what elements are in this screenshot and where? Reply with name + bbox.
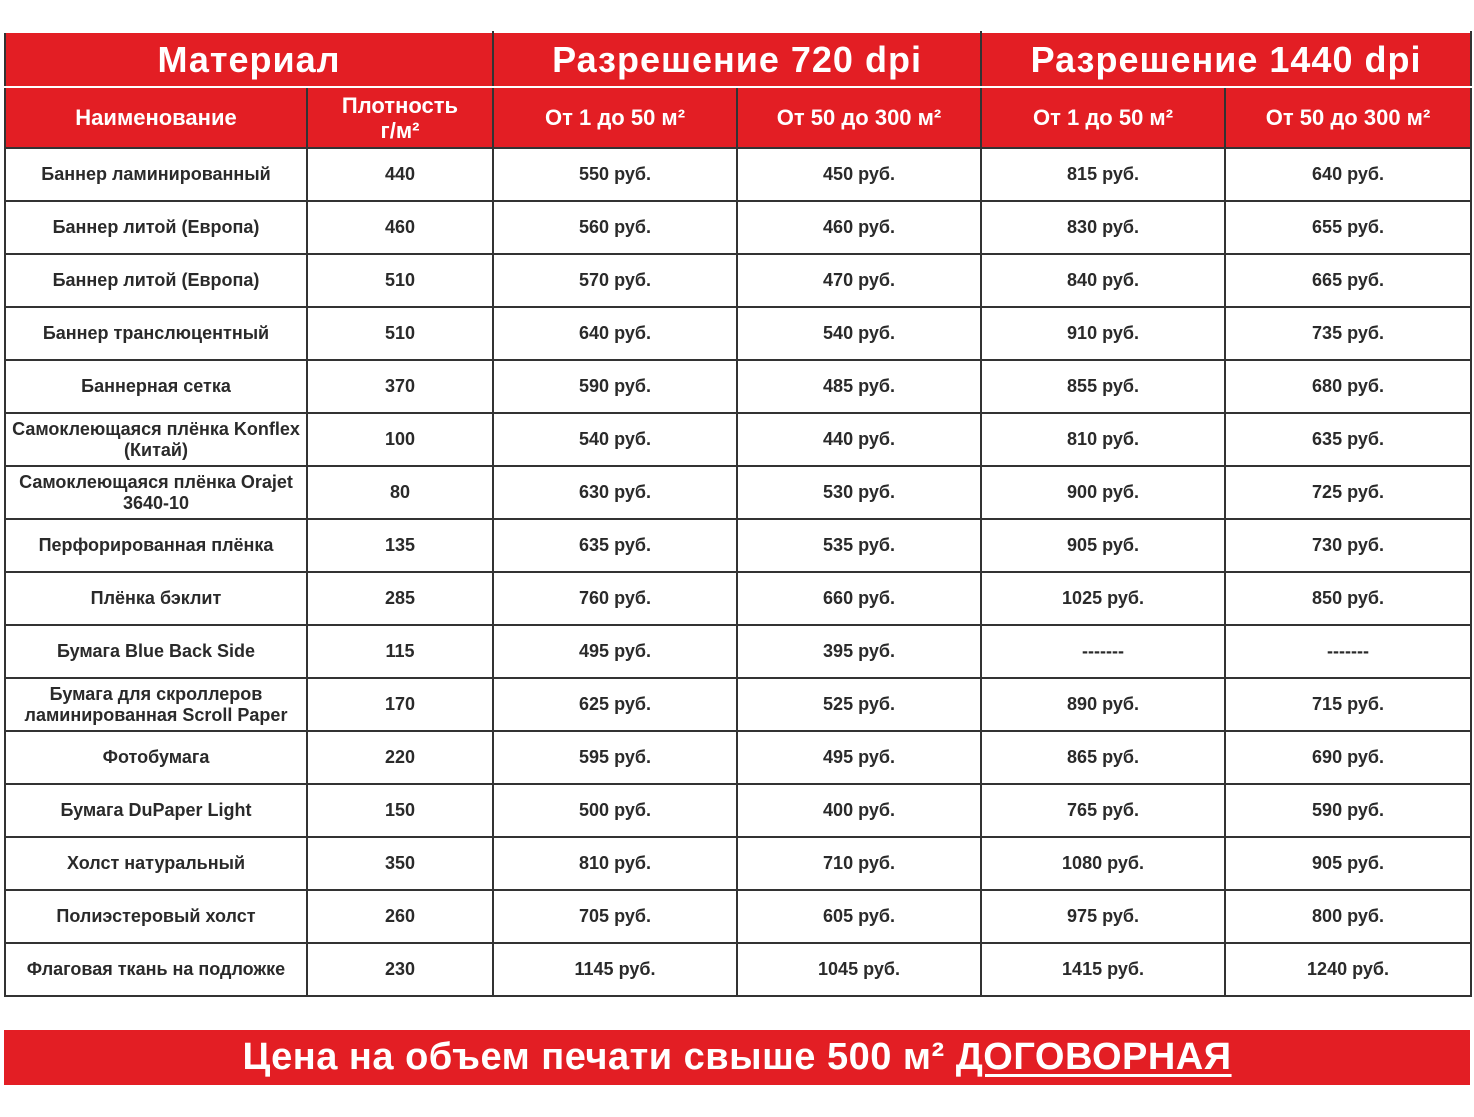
table-row — [5, 148, 1471, 201]
density-value: 100 — [307, 413, 493, 466]
price-720-small: 590 руб. — [493, 360, 737, 413]
price-720-large: 710 руб. — [737, 837, 981, 890]
price-1440-small: 900 руб. — [981, 466, 1225, 519]
price-1440-large: 635 руб. — [1225, 413, 1471, 466]
price-720-small: 705 руб. — [493, 890, 737, 943]
price-720-large: 605 руб. — [737, 890, 981, 943]
price-1440-small: 865 руб. — [981, 731, 1225, 784]
density-value: 510 — [307, 254, 493, 307]
footer-negotiable: ДОГОВОРНАЯ — [955, 1036, 1232, 1078]
footer-text: Цена на объем печати свыше 500 м² — [242, 1036, 945, 1078]
density-value: 285 — [307, 572, 493, 625]
material-name: Плёнка бэклит — [5, 572, 307, 625]
table-row — [5, 519, 1471, 572]
table-row — [5, 201, 1471, 254]
price-1440-large: 690 руб. — [1225, 731, 1471, 784]
header-row-sub — [5, 87, 1471, 148]
price-1440-large: 850 руб. — [1225, 572, 1471, 625]
price-720-large: 395 руб. — [737, 625, 981, 678]
header-name: Наименование — [5, 87, 307, 148]
density-value: 370 — [307, 360, 493, 413]
table-row — [5, 731, 1471, 784]
density-value: 350 — [307, 837, 493, 890]
material-name: Флаговая ткань на подложке — [5, 943, 307, 996]
price-720-large: 450 руб. — [737, 148, 981, 201]
price-1440-small: 890 руб. — [981, 678, 1225, 731]
price-720-large: 460 руб. — [737, 201, 981, 254]
price-1440-small: 910 руб. — [981, 307, 1225, 360]
density-value: 115 — [307, 625, 493, 678]
price-720-large: 495 руб. — [737, 731, 981, 784]
price-720-small: 560 руб. — [493, 201, 737, 254]
density-value: 135 — [307, 519, 493, 572]
price-1440-small: 905 руб. — [981, 519, 1225, 572]
table-row — [5, 572, 1471, 625]
price-720-large: 540 руб. — [737, 307, 981, 360]
header-material: Материал — [5, 32, 493, 87]
price-720-small: 1145 руб. — [493, 943, 737, 996]
price-table — [4, 31, 1472, 997]
price-720-small: 570 руб. — [493, 254, 737, 307]
price-1440-large: 655 руб. — [1225, 201, 1471, 254]
price-720-small: 640 руб. — [493, 307, 737, 360]
density-value: 170 — [307, 678, 493, 731]
density-value: 150 — [307, 784, 493, 837]
material-name: Бумага Blue Back Side — [5, 625, 307, 678]
price-1440-small: 810 руб. — [981, 413, 1225, 466]
material-name: Бумага DuPaper Light — [5, 784, 307, 837]
price-720-small: 495 руб. — [493, 625, 737, 678]
table-row — [5, 625, 1471, 678]
material-name: Самоклеющаяся плёнка Orajet 3640-10 — [5, 466, 307, 519]
density-value: 220 — [307, 731, 493, 784]
price-1440-large: 590 руб. — [1225, 784, 1471, 837]
price-720-large: 660 руб. — [737, 572, 981, 625]
price-1440-small: 765 руб. — [981, 784, 1225, 837]
price-1440-large: 665 руб. — [1225, 254, 1471, 307]
material-name: Баннер литой (Европа) — [5, 201, 307, 254]
price-1440-large: ------- — [1225, 625, 1471, 678]
price-1440-small: 840 руб. — [981, 254, 1225, 307]
table-row — [5, 943, 1471, 996]
material-name: Фотобумага — [5, 731, 307, 784]
price-1440-large: 715 руб. — [1225, 678, 1471, 731]
table-row — [5, 360, 1471, 413]
price-1440-small: 830 руб. — [981, 201, 1225, 254]
price-720-large: 525 руб. — [737, 678, 981, 731]
price-720-small: 540 руб. — [493, 413, 737, 466]
price-1440-small: 1080 руб. — [981, 837, 1225, 890]
table-row — [5, 678, 1471, 731]
price-1440-small: 975 руб. — [981, 890, 1225, 943]
material-name: Баннер литой (Европа) — [5, 254, 307, 307]
table-row — [5, 837, 1471, 890]
price-1440-small: 1415 руб. — [981, 943, 1225, 996]
material-name: Бумага для скроллеров ламинированная Scroll Paper — [5, 678, 307, 731]
table-row — [5, 784, 1471, 837]
price-720-small: 595 руб. — [493, 731, 737, 784]
material-name: Полиэстеровый холст — [5, 890, 307, 943]
density-value: 230 — [307, 943, 493, 996]
material-name: Холст натуральный — [5, 837, 307, 890]
price-720-large: 485 руб. — [737, 360, 981, 413]
price-1440-large: 725 руб. — [1225, 466, 1471, 519]
price-720-small: 625 руб. — [493, 678, 737, 731]
header-density-unit: г/м² — [380, 117, 420, 143]
price-1440-large: 735 руб. — [1225, 307, 1471, 360]
header-720-small: От 1 до 50 м² — [493, 87, 737, 148]
price-720-large: 400 руб. — [737, 784, 981, 837]
header-resolution-720: Разрешение 720 dpi — [493, 32, 981, 87]
price-720-large: 535 руб. — [737, 519, 981, 572]
header-row-top — [5, 32, 1471, 87]
material-name: Баннерная сетка — [5, 360, 307, 413]
density-value: 260 — [307, 890, 493, 943]
price-720-large: 530 руб. — [737, 466, 981, 519]
table-row — [5, 254, 1471, 307]
price-1440-small: 815 руб. — [981, 148, 1225, 201]
density-value: 460 — [307, 201, 493, 254]
footer-banner — [4, 1030, 1470, 1085]
price-720-small: 760 руб. — [493, 572, 737, 625]
table-row — [5, 466, 1471, 519]
table-row — [5, 413, 1471, 466]
price-720-small: 810 руб. — [493, 837, 737, 890]
header-1440-small: От 1 до 50 м² — [981, 87, 1225, 148]
density-value: 440 — [307, 148, 493, 201]
price-1440-large: 800 руб. — [1225, 890, 1471, 943]
price-1440-large: 905 руб. — [1225, 837, 1471, 890]
price-720-small: 635 руб. — [493, 519, 737, 572]
material-name: Перфорированная плёнка — [5, 519, 307, 572]
density-value: 80 — [307, 466, 493, 519]
header-density — [307, 87, 493, 148]
price-1440-small: 1025 руб. — [981, 572, 1225, 625]
price-1440-large: 640 руб. — [1225, 148, 1471, 201]
material-name: Баннер ламинированный — [5, 148, 307, 201]
material-name: Баннер транслюцентный — [5, 307, 307, 360]
price-1440-large: 680 руб. — [1225, 360, 1471, 413]
price-1440-large: 1240 руб. — [1225, 943, 1471, 996]
density-value: 510 — [307, 307, 493, 360]
price-1440-small: 855 руб. — [981, 360, 1225, 413]
price-720-small: 500 руб. — [493, 784, 737, 837]
header-resolution-1440: Разрешение 1440 dpi — [981, 32, 1471, 87]
material-name: Самоклеющаяся плёнка Konflex (Китай) — [5, 413, 307, 466]
header-density-label: Плотность — [341, 92, 459, 118]
header-720-large: От 50 до 300 м² — [737, 87, 981, 148]
price-1440-small: ------- — [981, 625, 1225, 678]
table-body — [5, 148, 1471, 996]
price-720-small: 550 руб. — [493, 148, 737, 201]
price-720-large: 440 руб. — [737, 413, 981, 466]
table-row — [5, 307, 1471, 360]
header-1440-large: От 50 до 300 м² — [1225, 87, 1471, 148]
price-720-large: 1045 руб. — [737, 943, 981, 996]
price-1440-large: 730 руб. — [1225, 519, 1471, 572]
price-720-small: 630 руб. — [493, 466, 737, 519]
table-row — [5, 890, 1471, 943]
price-720-large: 470 руб. — [737, 254, 981, 307]
